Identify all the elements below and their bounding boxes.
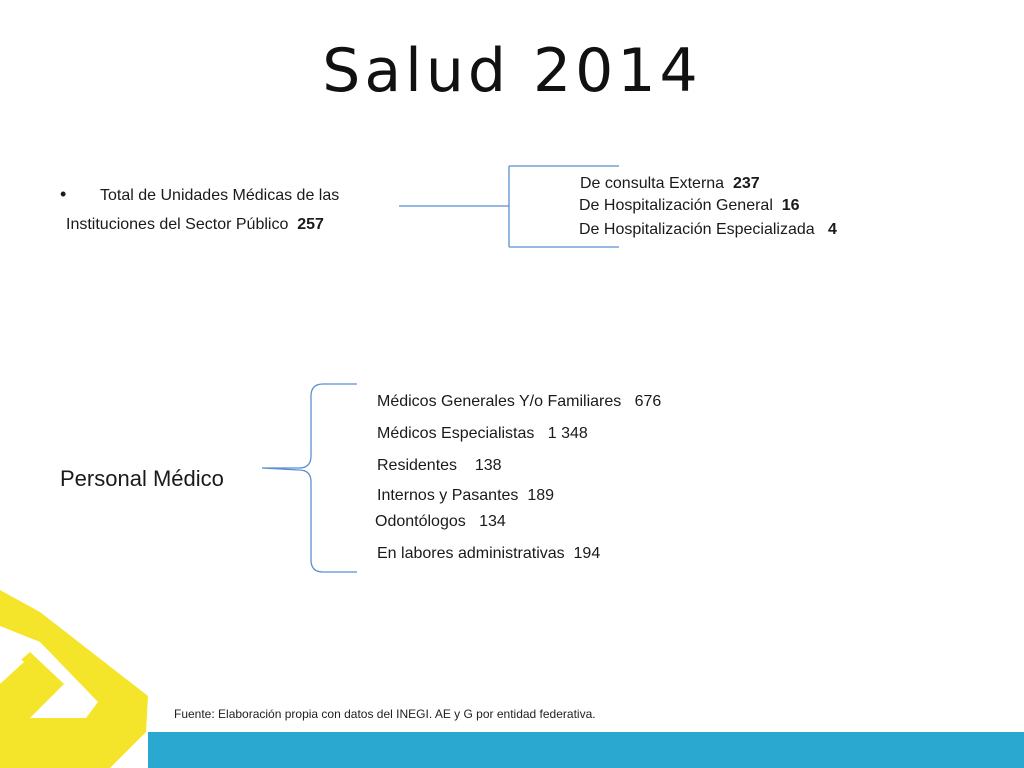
branch-item xyxy=(580,175,760,193)
staff-item xyxy=(377,487,554,505)
logo xyxy=(0,590,160,768)
branch-value: 4 xyxy=(828,221,837,238)
staff-brace xyxy=(262,384,357,572)
staff-item-label: Médicos Generales Y/o Familiares xyxy=(377,393,622,410)
staff-item-value: 676 xyxy=(634,393,662,410)
staff-item xyxy=(377,457,502,475)
branch-item xyxy=(579,221,837,239)
units-label-line1: Total de Unidades Médicas de las xyxy=(100,187,340,204)
staff-item xyxy=(377,393,661,411)
units-label-line2 xyxy=(66,216,324,234)
staff-item-value: 194 xyxy=(573,545,601,562)
staff-item-value: 189 xyxy=(527,487,555,504)
slide-title: Salud 2014 xyxy=(322,36,702,106)
bullet-icon: • xyxy=(60,184,67,204)
branch-label: De Hospitalización Especializada xyxy=(579,221,815,238)
staff-item xyxy=(375,513,506,531)
staff-item xyxy=(377,425,588,443)
staff-item xyxy=(377,545,600,563)
staff-item-label: Internos y Pasantes xyxy=(377,487,519,504)
staff-item-label: Médicos Especialistas xyxy=(377,425,535,442)
staff-item-value: 134 xyxy=(479,513,506,530)
staff-item-value: 1 348 xyxy=(547,425,588,442)
branch-item xyxy=(579,197,800,215)
source-note: Fuente: Elaboración propia con datos del INEGI. AE y G por entidad federativa. xyxy=(174,707,596,721)
branch-label: De consulta Externa xyxy=(580,175,725,192)
branch-value: 237 xyxy=(732,175,760,192)
footer-bar xyxy=(148,732,1024,768)
staff-item-label: En labores administrativas xyxy=(377,545,565,562)
staff-item-label: Residentes xyxy=(377,457,458,474)
logo-shape xyxy=(0,590,148,768)
branch-label: De Hospitalización General xyxy=(579,197,773,214)
units-total: 257 xyxy=(297,216,324,233)
staff-label: Personal Médico xyxy=(60,466,224,491)
branch-value: 16 xyxy=(781,197,800,214)
units-label-text: Instituciones del Sector Público xyxy=(66,216,289,233)
staff-item-value: 138 xyxy=(474,457,502,474)
staff-item-label: Odontólogos xyxy=(375,513,466,530)
